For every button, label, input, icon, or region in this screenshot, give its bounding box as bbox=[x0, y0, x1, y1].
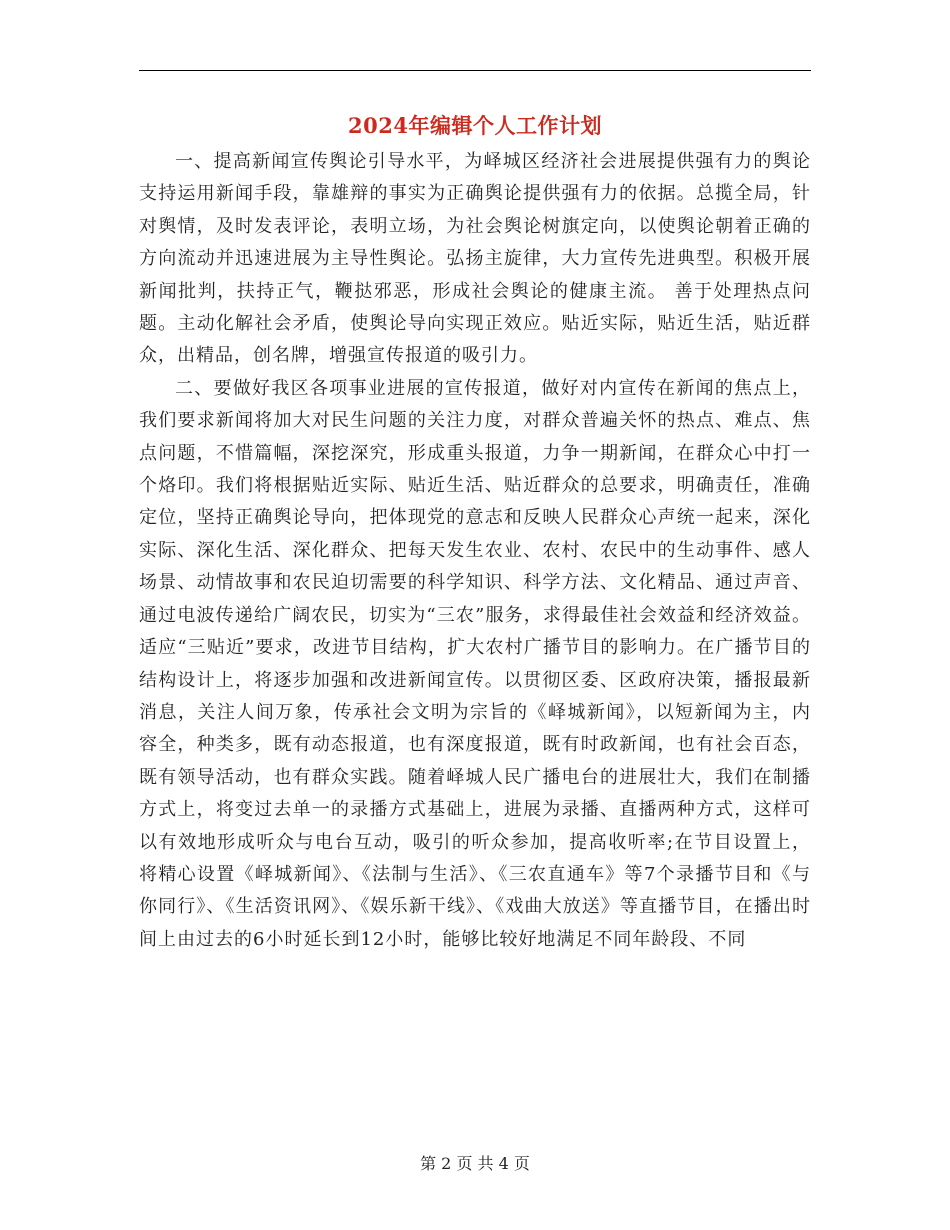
document-title: 2024年编辑个人工作计划 bbox=[348, 113, 602, 138]
document-body bbox=[139, 146, 811, 956]
header-rule bbox=[139, 70, 811, 71]
paragraph-2: 二、要做好我区各项事业进展的宣传报道，做好对内宣传在新闻的焦点上，我们要求新闻将加大对民生问题的关注力度，对群众普遍关怀的热点、难点、焦点问题，不惜篇幅，深挖深究，形成重头报道，力争一期新闻，在群众心中打一个烙印。我们将根据贴近实际、贴近生活、贴近群众的总要求，明确责任，准确定位，坚持正确舆论导向，把体现党的意志和反映人民群众心声统一起来，深化实际、深化生活、深化群众、把每天发生农业、农村、农民中的生动事件、感人场景、动情故事和农民迫切需要的科学知识、科学方法、文化精品、通过声音、通过电波传递给广阔农民，切实为“三农”服务，求得最佳社会效益和经济效益。适应“三贴近”要求，改进节目结构，扩大农村广播节目的影响力。在广播节目的结构设计上，将逐步加强和改进新闻宣传。以贯彻区委、区政府决策，播报最新消息，关注人间万象，传承社会文明为宗旨的《峄城新闻》，以短新闻为主，内容全，种类多，既有动态报道，也有深度报道，既有时政新闻，也有社会百态，既有领导活动，也有群众实践。随着峄城人民广播电台的进展壮大，我们在制播方式上，将变过去单一的录播方式基础上，进展为录播、直播两种方式，这样可以有效地形成听众与电台互动，吸引的听众参加，提高收听率;在节目设置上，将精心设置《峄城新闻》、《法制与生活》、《三农直通车》等7个录播节目和《与你同行》、《生活资讯网》、《娱乐新干线》、《戏曲大放送》等直播节目，在播出时间上由过去的6小时延长到12小时，能够比较好地满足不同年龄段、不同 bbox=[139, 377, 811, 950]
paragraph-1: 一、提高新闻宣传舆论引导水平，为峄城区经济社会进展提供强有力的舆论支持运用新闻手段，靠雄辩的事实为正确舆论提供强有力的依据。总揽全局，针对舆情，及时发表评论，表明立场，为社会舆论树旗定向，以使舆论朝着正确的方向流动并迅速进展为主导性舆论。弘扬主旋律，大力宣传先进典型。积极开展新闻批判，扶持正气，鞭挞邪恶，形成社会舆论的健康主流。 善于处理热点问题。主动化解社会矛盾，使舆论导向实现正效应。贴近实际，贴近生活，贴近群众，出精品，创名牌，增强宣传报道的吸引力。 bbox=[139, 151, 811, 367]
page-number-footer: 第 2 页 共 4 页 bbox=[420, 1154, 530, 1173]
